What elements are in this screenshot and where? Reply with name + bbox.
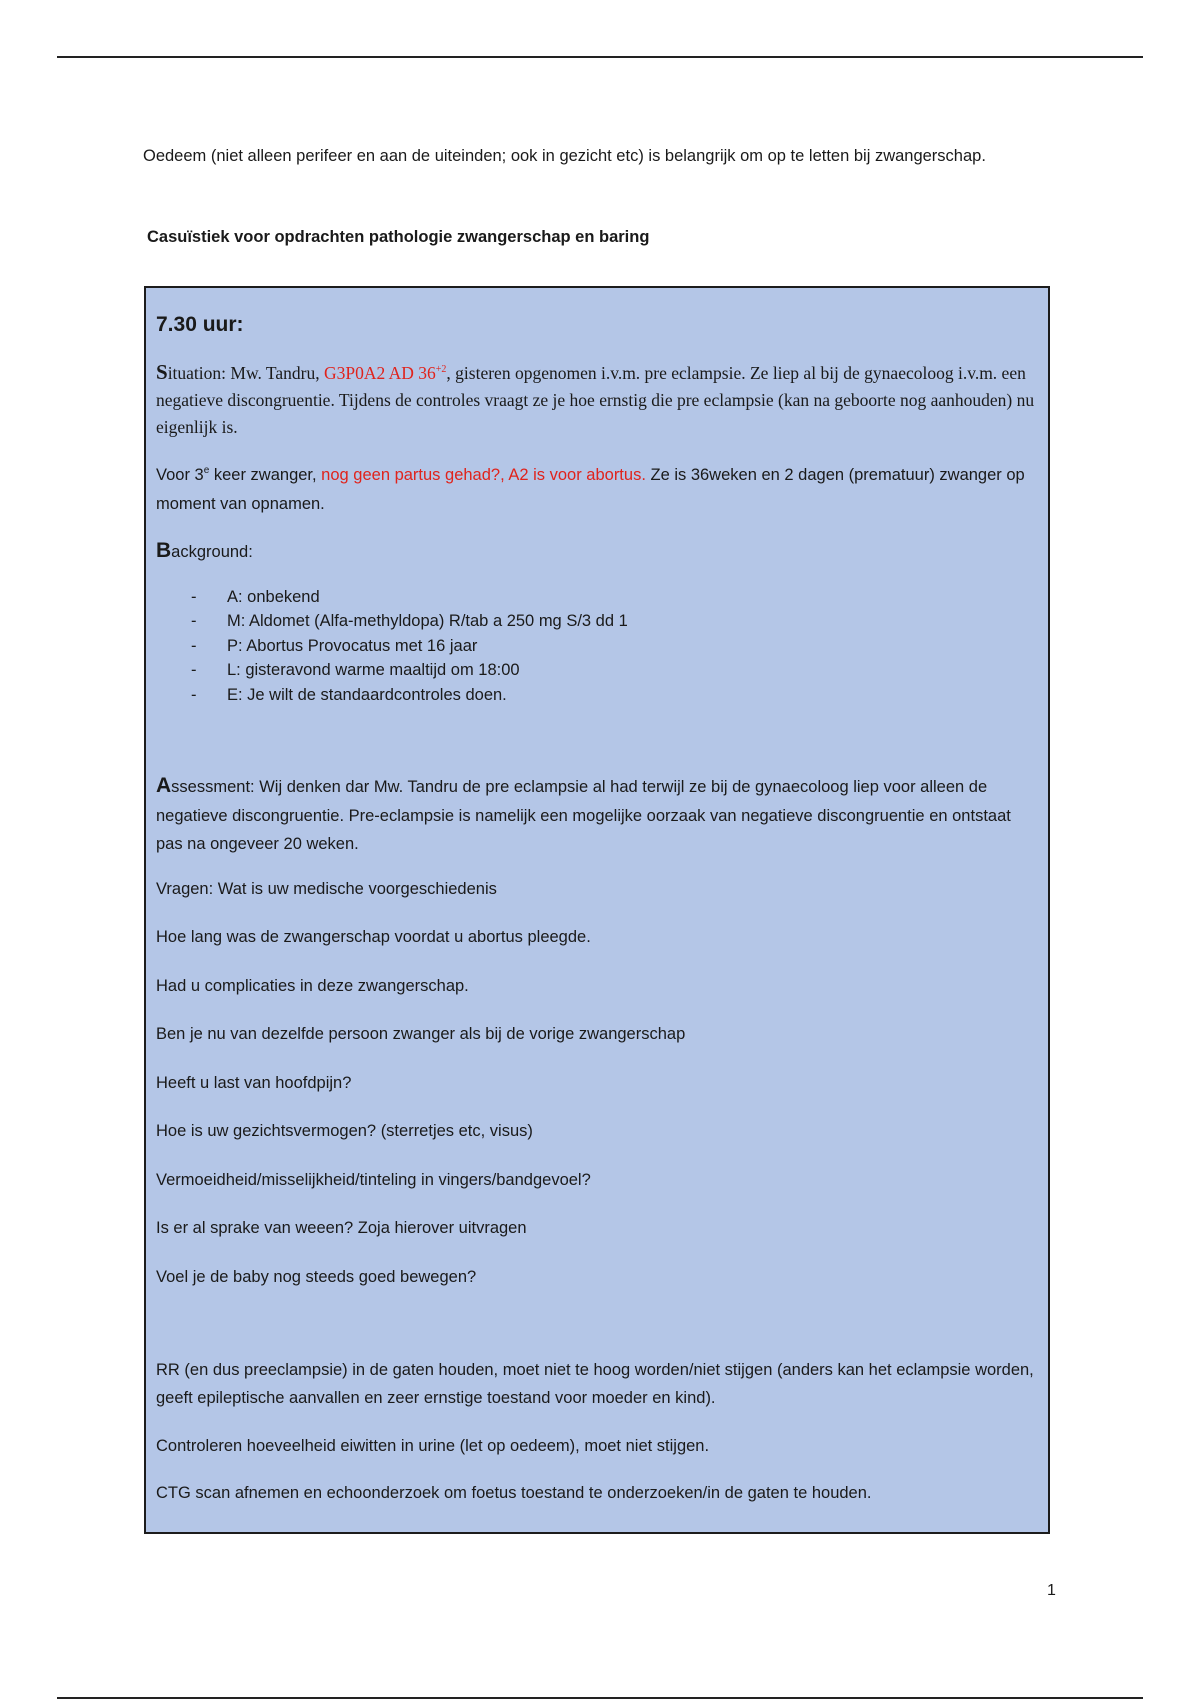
situation-text: , gisteren opgenomen i.v.m. pre eclampsie. Ze liep al bij de gynaecoloog i.v.m. een negatieve discongruentie. Tijdens de controles vraagt ze je hoe ernstig die pre eclampsie (kan na geboorte nog aanhouden) nu eigenlijk is.	[156, 363, 1035, 437]
obstetric-code: G3P0A2 AD 36	[323, 363, 436, 383]
pregnancy-start: Voor 3	[156, 466, 204, 484]
background-list	[156, 585, 1038, 708]
question-item: Ben je nu van dezelfde persoon zwanger als bij de vorige zwangerschap	[156, 1025, 686, 1043]
assessment-text: ssessment: Wij denken dar Mw. Tandru de pre eclampsie al had terwijl ze bij de gynaecoloog liep voor alleen de negatieve discongruentie. Pre-eclampsie is namelijk een mogelijke oorzaak van negatieve discongruentie en ontstaat pas na ongeveer 20 weken.	[156, 778, 1011, 853]
obstetric-code-sup: +2	[435, 364, 447, 375]
pregnancy-end: Ze is 36weken en 2 dagen (prematuur) zwanger op moment van opnamen.	[156, 466, 1025, 513]
pregnancy-red-note: nog geen partus gehad?, A2 is voor abortus.	[321, 466, 646, 484]
section-heading: Casuïstiek voor opdrachten pathologie zwangerschap en baring	[147, 228, 650, 246]
header-rule	[57, 56, 1143, 58]
list-item: - L: gisteravond warme maaltijd om 18:00	[191, 661, 520, 679]
question-item: Is er al sprake van weeen? Zoja hierover uitvragen	[156, 1219, 527, 1237]
situation-initial: S	[156, 360, 168, 384]
list-item: - M: Aldomet (Alfa-methyldopa) R/tab a 250 mg S/3 dd 1	[191, 612, 628, 630]
pregnancy-paragraph	[156, 457, 1038, 518]
question-item: Hoe lang was de zwangerschap voordat u abortus pleegde.	[156, 928, 591, 946]
situation-paragraph	[156, 356, 1038, 441]
page-number: 1	[1047, 1582, 1056, 1599]
ctg-paragraph: CTG scan afnemen en echoonderzoek om foetus toestand te onderzoeken/in de gaten te houden.	[156, 1484, 872, 1502]
assessment-initial: A	[156, 774, 172, 797]
situation-label: ituation: Mw. Tandru,	[167, 363, 324, 383]
case-time: 7.30 uur:	[156, 313, 244, 336]
background-heading	[156, 537, 1038, 567]
intro-paragraph: Oedeem (niet alleen perifeer en aan de uiteinden; ook in gezicht etc) is belangrijk om op te letten bij zwangerschap.	[143, 147, 986, 165]
case-box	[144, 286, 1050, 1534]
assessment-paragraph	[156, 772, 1038, 859]
list-item: - P: Abortus Provocatus met 16 jaar	[191, 636, 478, 655]
pregnancy-mid: keer zwanger,	[209, 466, 322, 484]
rr-paragraph: RR (en dus preeclampsie) in de gaten houden, moet niet te hoog worden/niet stijgen (anders kan het eclampsie worden, geeft epileptische aanvallen en zeer ernstige toestand voor moeder en kind).	[156, 1360, 1034, 1407]
urine-paragraph: Controleren hoeveelheid eiwitten in urine (let op oedeem), moet niet stijgen.	[156, 1436, 710, 1455]
footer-rule	[57, 1697, 1143, 1699]
background-label: ackground:	[171, 543, 253, 561]
question-item: Had u complicaties in deze zwangerschap.	[156, 976, 469, 995]
question-item: Vermoeidheid/misselijkheid/tinteling in vingers/bandgevoel?	[156, 1170, 591, 1189]
background-initial: B	[156, 539, 172, 562]
list-item: - A: onbekend	[191, 587, 320, 606]
question-item: Voel je de baby nog steeds goed bewegen?	[156, 1267, 477, 1286]
question-item: Heeft u last van hoofdpijn?	[156, 1073, 352, 1092]
pregnancy-start-sup: e	[203, 465, 210, 476]
list-item: - E: Je wilt de standaardcontroles doen.	[191, 685, 507, 704]
question-item: Hoe is uw gezichtsvermogen? (sterretjes etc, visus)	[156, 1122, 533, 1140]
question-item: Vragen: Wat is uw medische voorgeschiedenis	[156, 879, 497, 898]
